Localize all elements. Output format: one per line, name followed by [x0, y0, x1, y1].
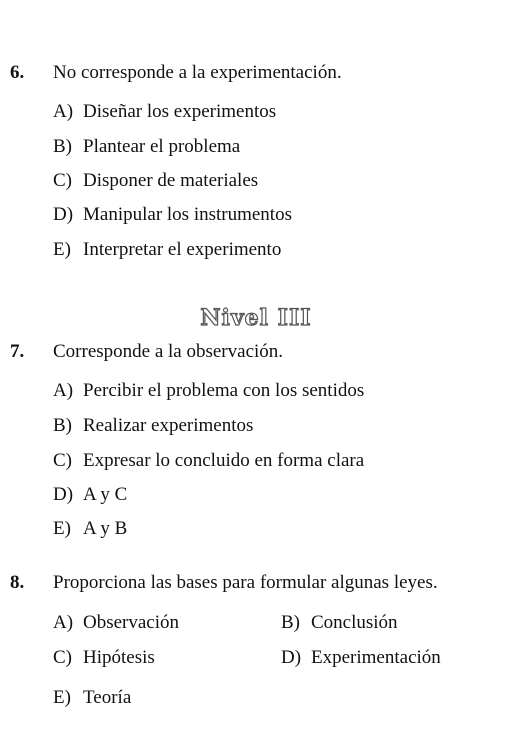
- option-text: Teoría: [83, 687, 132, 708]
- question-6-option-a: [53, 101, 276, 123]
- question-8-option-b: [281, 612, 398, 634]
- option-text: Percibir el problema con los sentidos: [83, 380, 365, 401]
- option-letter: A): [53, 612, 74, 633]
- question-7-option-c: [53, 450, 364, 472]
- question-8-option-a: [53, 612, 179, 634]
- option-letter: C): [53, 450, 72, 471]
- option-text: Plantear el problema: [83, 136, 241, 157]
- question-6-option-e: [53, 239, 281, 261]
- question-6-text: No corresponde a la experimentación.: [53, 62, 342, 83]
- question-7-option-b: [53, 415, 253, 437]
- option-text: Observación: [83, 612, 180, 633]
- option-letter: B): [53, 415, 72, 436]
- question-7-option-d: [53, 484, 127, 506]
- option-letter: C): [53, 647, 72, 668]
- option-text: Hipótesis: [83, 647, 155, 668]
- option-text: Expresar lo concluido en forma clara: [83, 450, 365, 471]
- question-6-option-b: [53, 136, 240, 158]
- question-6-option-d: [53, 204, 292, 226]
- option-letter: A): [53, 101, 74, 122]
- option-letter: C): [53, 170, 72, 191]
- option-letter: B): [53, 136, 72, 157]
- option-letter: D): [281, 647, 302, 668]
- option-letter: E): [53, 518, 71, 539]
- question-8-option-c: [53, 647, 155, 669]
- option-text: Interpretar el experimento: [83, 239, 282, 260]
- option-text: Manipular los instrumentos: [83, 204, 292, 225]
- option-text: Diseñar los experimentos: [83, 101, 277, 122]
- option-letter: D): [53, 484, 74, 505]
- option-text: A y C: [83, 484, 128, 505]
- question-7-option-e: [53, 518, 127, 540]
- question-8-option-e: [53, 687, 131, 709]
- question-7-option-a: [53, 380, 364, 402]
- question-7-text: Corresponde a la observación.: [53, 341, 284, 362]
- option-text: Realizar experimentos: [83, 415, 254, 436]
- option-text: A y B: [83, 518, 128, 539]
- question-7-number: 7.: [10, 341, 25, 362]
- option-letter: D): [53, 204, 74, 225]
- question-8-option-d: [281, 647, 441, 669]
- option-letter: A): [53, 380, 74, 401]
- question-6-number: 6.: [10, 62, 25, 83]
- question-8-text: Proporciona las bases para formular algunas leyes.: [53, 572, 438, 593]
- level-heading: Nivel III: [200, 305, 312, 331]
- option-text: Conclusión: [311, 612, 398, 633]
- question-6-option-c: [53, 170, 258, 192]
- option-text: Experimentación: [311, 647, 441, 668]
- option-text: Disponer de materiales: [83, 170, 259, 191]
- question-8-number: 8.: [10, 572, 25, 593]
- option-letter: E): [53, 239, 71, 260]
- option-letter: B): [281, 612, 300, 633]
- option-letter: E): [53, 687, 71, 708]
